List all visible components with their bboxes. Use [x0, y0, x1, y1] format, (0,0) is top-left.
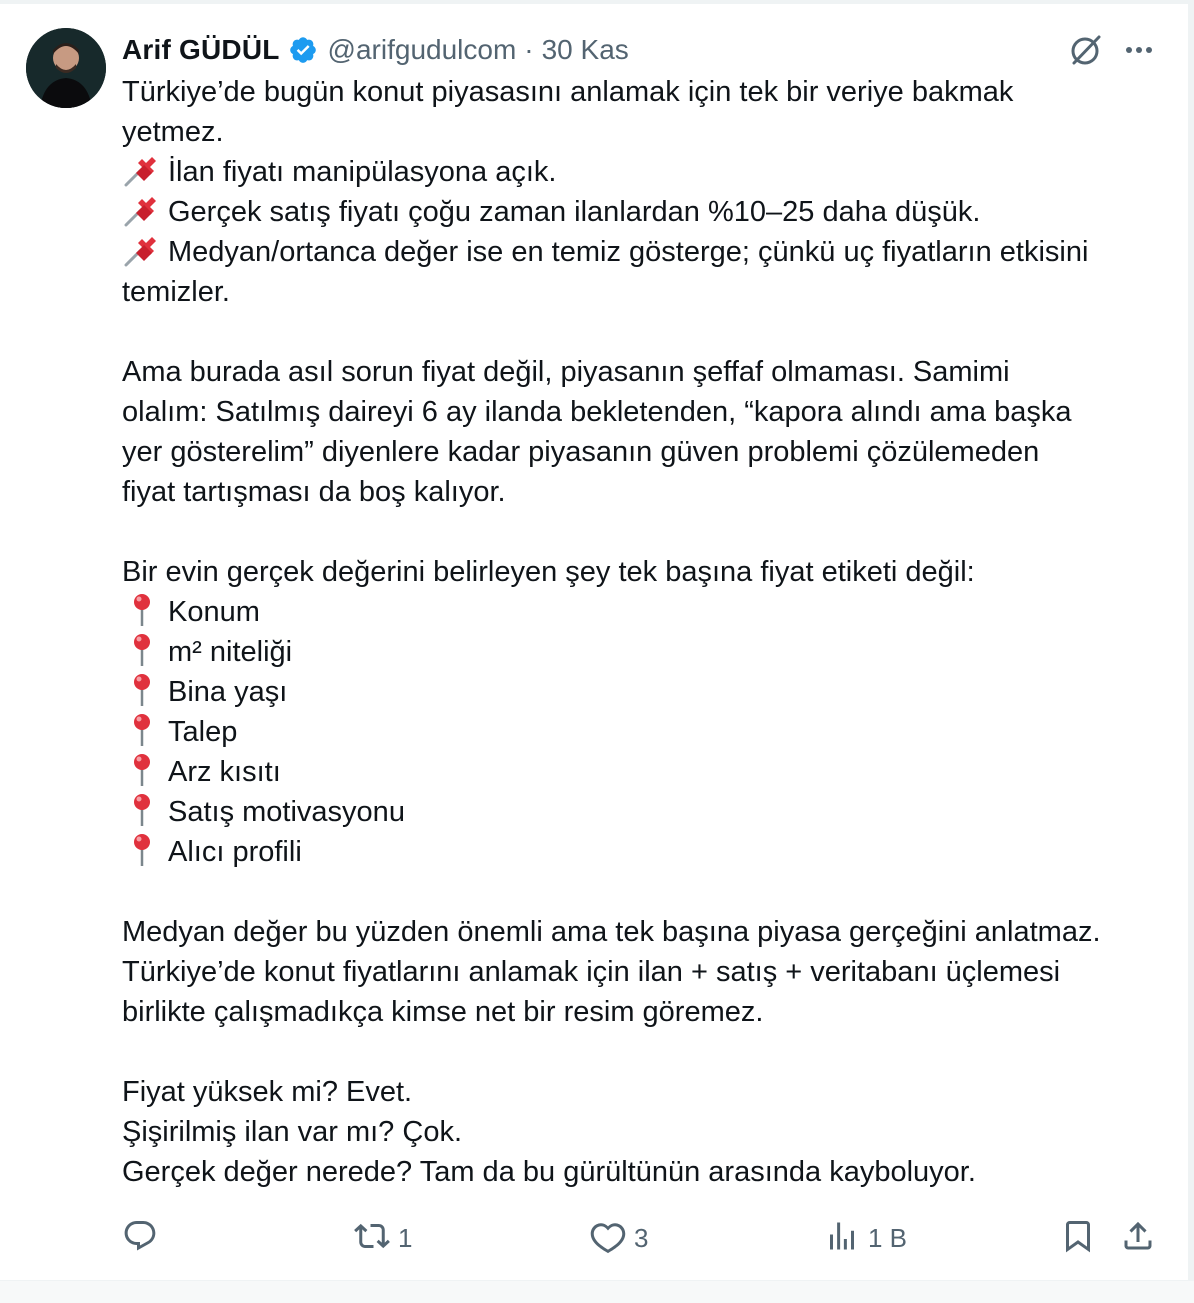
paragraph-gap [122, 1032, 1162, 1072]
text-line: Fiyat yüksek mi? Evet. [122, 1076, 413, 1108]
share-button[interactable] [1120, 1216, 1156, 1260]
round-pushpin-emoji [122, 793, 162, 827]
verified-badge-icon[interactable] [288, 35, 318, 65]
right-divider [1188, 0, 1194, 1302]
reply-button[interactable] [122, 1216, 166, 1260]
avatar-photo [26, 28, 106, 108]
avatar[interactable] [26, 28, 106, 108]
bullet-text: Gerçek satış fiyatı çoğu zaman ilanlardan %10–25 daha düşük. [168, 196, 981, 228]
pushpin-emoji [122, 153, 162, 187]
text-line: birlikte çalışmadıkça kimse net bir resim göremez. [122, 996, 764, 1028]
text-line: Bir evin gerçek değerini belirleyen şey tek başına fiyat etiketi değil: [122, 556, 975, 588]
factor-item [122, 712, 1162, 752]
factor-text: Konum [168, 596, 260, 628]
paragraph-gap [122, 872, 1162, 912]
text-line: yetmez. [122, 116, 224, 148]
factor-text: Satış motivasyonu [168, 796, 405, 828]
bottom-divider [0, 1280, 1194, 1303]
text-line: Medyan değer bu yüzden önemli ama tek başına piyasa gerçeğini anlatmaz. [122, 916, 1101, 948]
retweet-button[interactable] [354, 1216, 412, 1260]
text-line: Ama burada asıl sorun fiyat değil, piyasanın şeffaf olmaması. Samimi [122, 356, 1010, 388]
like-button[interactable] [590, 1216, 648, 1260]
bullet-text: Medyan/ortanca değer ise en temiz gösterge; çünkü uç fiyatların etkisini [168, 236, 1089, 268]
views-icon [824, 1218, 860, 1258]
factor-text: Talep [168, 716, 238, 748]
bullet-text: İlan fiyatı manipülasyona açık. [168, 156, 557, 188]
tweet-text [122, 72, 1162, 1192]
tweet-timestamp[interactable]: 30 Kas [541, 34, 629, 65]
views-button[interactable] [824, 1216, 907, 1260]
author-handle[interactable]: @arifgudulcom [327, 34, 517, 65]
round-pushpin-emoji [122, 633, 162, 667]
more-icon[interactable] [1120, 30, 1160, 70]
round-pushpin-emoji [122, 753, 162, 787]
bullet-line [122, 152, 1162, 192]
factor-text: Arz kısıtı [168, 756, 281, 788]
bookmark-icon [1060, 1218, 1096, 1258]
factor-item [122, 632, 1162, 672]
factor-item [122, 832, 1162, 872]
grok-icon[interactable] [1066, 30, 1106, 70]
like-icon [590, 1218, 626, 1258]
bullet-line [122, 232, 1162, 272]
separator-dot: · [524, 34, 534, 65]
reply-icon [122, 1218, 158, 1258]
text-line: Türkiye’de bugün konut piyasasını anlamak için tek bir veriye bakmak [122, 76, 1014, 108]
action-bar [0, 1216, 1194, 1260]
paragraph-gap [122, 312, 1162, 352]
views-count: 1 B [868, 1222, 908, 1253]
factor-text: Alıcı profili [168, 836, 302, 868]
bookmark-button[interactable] [1060, 1216, 1096, 1260]
factor-item [122, 792, 1162, 832]
text-line: fiyat tartışması da boş kalıyor. [122, 476, 506, 508]
factor-text: Bina yaşı [168, 676, 288, 708]
pushpin-emoji [122, 233, 162, 267]
text-line: Türkiye’de konut fiyatlarını anlamak için ilan + satış + veritabanı üçlemesi [122, 956, 1061, 988]
factor-item [122, 672, 1162, 712]
text-line: Şişirilmiş ilan var mı? Çok. [122, 1116, 462, 1148]
bullet-line [122, 192, 1162, 232]
tweet-header [122, 30, 629, 70]
retweet-icon [354, 1218, 390, 1258]
factor-item [122, 592, 1162, 632]
round-pushpin-emoji [122, 833, 162, 867]
pushpin-emoji [122, 193, 162, 227]
round-pushpin-emoji [122, 593, 162, 627]
paragraph-gap [122, 512, 1162, 552]
text-line: olalım: Satılmış daireyi 6 ay ilanda bekletenden, “kapora alındı ama başka [122, 396, 1072, 428]
retweet-count: 1 [398, 1222, 413, 1253]
author-name[interactable]: Arif GÜDÜL [122, 34, 280, 65]
factor-text: m² niteliği [168, 636, 293, 668]
round-pushpin-emoji [122, 713, 162, 747]
text-line: yer gösterelim” diyenlere kadar piyasanın güven problemi çözülemeden [122, 436, 1040, 468]
factor-item [122, 752, 1162, 792]
like-count: 3 [634, 1222, 649, 1253]
text-line: Gerçek değer nerede? Tam da bu gürültünün arasında kayboluyor. [122, 1156, 976, 1188]
text-line: temizler. [122, 276, 230, 308]
top-divider [0, 0, 1194, 4]
round-pushpin-emoji [122, 673, 162, 707]
share-icon [1120, 1218, 1156, 1258]
